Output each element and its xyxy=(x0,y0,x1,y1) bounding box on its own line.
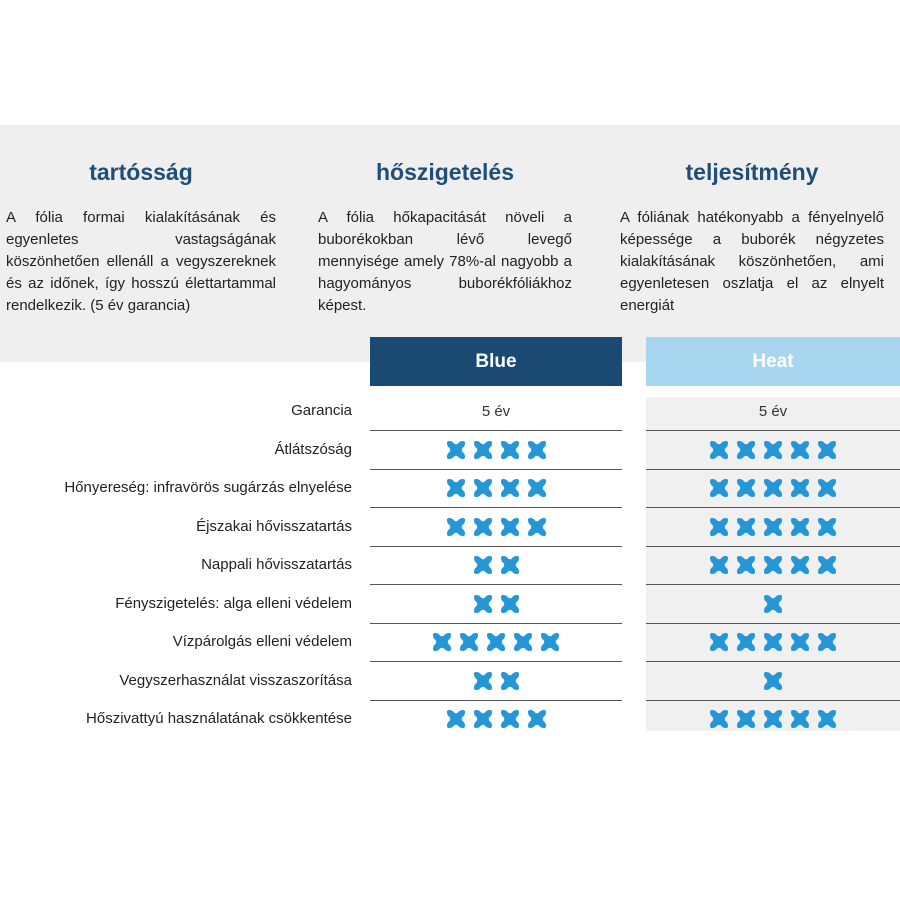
row-label: Vegyszerhasználat visszaszorítása xyxy=(119,671,352,689)
rating xyxy=(761,592,785,616)
bubble-icon xyxy=(788,476,812,500)
blue-cell xyxy=(370,700,622,738)
bubble-icon xyxy=(707,515,731,539)
bubble-icon xyxy=(761,476,785,500)
bubble-icon xyxy=(815,476,839,500)
rating xyxy=(471,592,522,616)
row-label: Garancia xyxy=(291,402,352,419)
bubble-icon xyxy=(444,476,468,500)
bubble-icon xyxy=(538,630,562,654)
feature-text: A fóliának hatékonyabb a fényelnyelő képessége a buborék négyzetes kialakításának köszönhetően, ami egyenletesen oszlatja el az elnyelt energiát xyxy=(620,209,884,314)
table-row xyxy=(0,469,900,507)
rating xyxy=(444,707,549,731)
row-label: Fényszigetelés: alga elleni védelem xyxy=(115,594,352,612)
row-label: Vízpárolgás elleni védelem xyxy=(172,633,352,650)
bubble-icon xyxy=(457,630,481,654)
bubble-icon xyxy=(525,515,549,539)
bubble-icon xyxy=(498,438,522,462)
feature-title: tartósság xyxy=(89,159,193,185)
bubble-icon xyxy=(734,707,758,731)
bubble-icon xyxy=(707,476,731,500)
feature-text: A fólia hőkapacitását növeli a buborékokban lévő levegő mennyisége amely 78%-al nagyobb a hagyományos buborékfóliákhoz képest. xyxy=(318,209,572,314)
heat-cell: 5 év xyxy=(758,402,788,420)
bubble-icon xyxy=(761,630,785,654)
heat-cell xyxy=(646,508,900,546)
rating xyxy=(707,515,839,539)
table-row xyxy=(0,623,900,661)
bubble-icon xyxy=(498,707,522,731)
bubble-icon xyxy=(707,707,731,731)
bubble-icon xyxy=(525,438,549,462)
bubble-icon xyxy=(707,553,731,577)
bubble-icon xyxy=(471,476,495,500)
bubble-icon xyxy=(761,515,785,539)
bubble-icon xyxy=(498,669,522,693)
rating xyxy=(471,669,522,693)
bubble-icon xyxy=(734,476,758,500)
table-row xyxy=(0,392,900,430)
bubble-icon xyxy=(815,707,839,731)
bubble-icon xyxy=(734,630,758,654)
bubble-icon xyxy=(471,592,495,616)
bubble-icon xyxy=(815,553,839,577)
bubble-icon xyxy=(815,515,839,539)
bubble-icon xyxy=(498,515,522,539)
blue-cell xyxy=(370,431,622,469)
bubble-icon xyxy=(471,669,495,693)
blue-cell xyxy=(370,469,622,507)
bubble-icon xyxy=(734,438,758,462)
rating xyxy=(761,669,785,693)
rating xyxy=(707,438,839,462)
bubble-icon xyxy=(788,515,812,539)
rating xyxy=(444,476,549,500)
heat-cell xyxy=(646,585,900,623)
heat-cell xyxy=(646,700,900,738)
bubble-icon xyxy=(734,515,758,539)
heat-cell xyxy=(646,662,900,700)
table-row xyxy=(0,585,900,623)
blue-cell xyxy=(370,508,622,546)
bubble-icon xyxy=(498,476,522,500)
rating xyxy=(430,630,562,654)
bubble-icon xyxy=(511,630,535,654)
bubble-icon xyxy=(471,515,495,539)
table-row xyxy=(0,700,900,738)
blue-cell xyxy=(370,546,622,584)
heat-cell xyxy=(646,546,900,584)
feature-title: teljesítmény xyxy=(685,159,819,185)
blue-cell xyxy=(370,662,622,700)
row-label: Átlátszóság xyxy=(274,440,352,458)
rating xyxy=(707,707,839,731)
column-header-blue: Blue xyxy=(370,337,622,386)
feature-text: A fólia formai kialakításának és egyenletes vastagságának köszönhetően ellenáll a vegyszereknek és az időnek, így hosszú élettartammal rendelkezik. (5 év garancia) xyxy=(6,209,276,314)
rating xyxy=(444,438,549,462)
feature-title: hőszigetelés xyxy=(375,159,515,185)
features-band xyxy=(0,125,900,362)
rating xyxy=(707,630,839,654)
heat-cell xyxy=(646,469,900,507)
rating xyxy=(707,476,839,500)
bubble-icon xyxy=(761,438,785,462)
bubble-icon xyxy=(707,438,731,462)
blue-cell xyxy=(370,585,622,623)
bubble-icon xyxy=(815,438,839,462)
bubble-icon xyxy=(788,630,812,654)
row-label: Hőnyereség: infravörös sugárzás elnyelése xyxy=(64,479,352,496)
table-row xyxy=(0,431,900,469)
bubble-icon xyxy=(471,707,495,731)
column-header-heat: Heat xyxy=(646,337,900,386)
bubble-icon xyxy=(761,553,785,577)
bubble-icon xyxy=(788,707,812,731)
bubble-icon xyxy=(788,438,812,462)
bubble-icon xyxy=(761,592,785,616)
rating xyxy=(707,553,839,577)
bubble-icon xyxy=(525,476,549,500)
bubble-icon xyxy=(761,707,785,731)
bubble-icon xyxy=(430,630,454,654)
bubble-icon xyxy=(444,438,468,462)
bubble-icon xyxy=(761,669,785,693)
bubble-icon xyxy=(788,553,812,577)
rating xyxy=(471,553,522,577)
bubble-icon xyxy=(815,630,839,654)
bubble-icon xyxy=(498,553,522,577)
heat-cell xyxy=(646,623,900,661)
bubble-icon xyxy=(498,592,522,616)
table-row xyxy=(0,546,900,584)
bubble-icon xyxy=(707,630,731,654)
bubble-icon xyxy=(444,707,468,731)
row-label: Nappali hővisszatartás xyxy=(201,556,352,573)
rating xyxy=(444,515,549,539)
bubble-icon xyxy=(734,553,758,577)
table-row xyxy=(0,662,900,700)
blue-cell: 5 év xyxy=(481,402,511,420)
bubble-icon xyxy=(525,707,549,731)
bubble-icon xyxy=(471,438,495,462)
row-label: Hőszivattyú használatának csökkentése xyxy=(86,710,352,727)
bubble-icon xyxy=(484,630,508,654)
blue-cell xyxy=(370,623,622,661)
row-label: Éjszakai hővisszatartás xyxy=(196,517,352,535)
bubble-icon xyxy=(444,515,468,539)
bubble-icon xyxy=(471,553,495,577)
heat-cell xyxy=(646,431,900,469)
table-row xyxy=(0,508,900,546)
